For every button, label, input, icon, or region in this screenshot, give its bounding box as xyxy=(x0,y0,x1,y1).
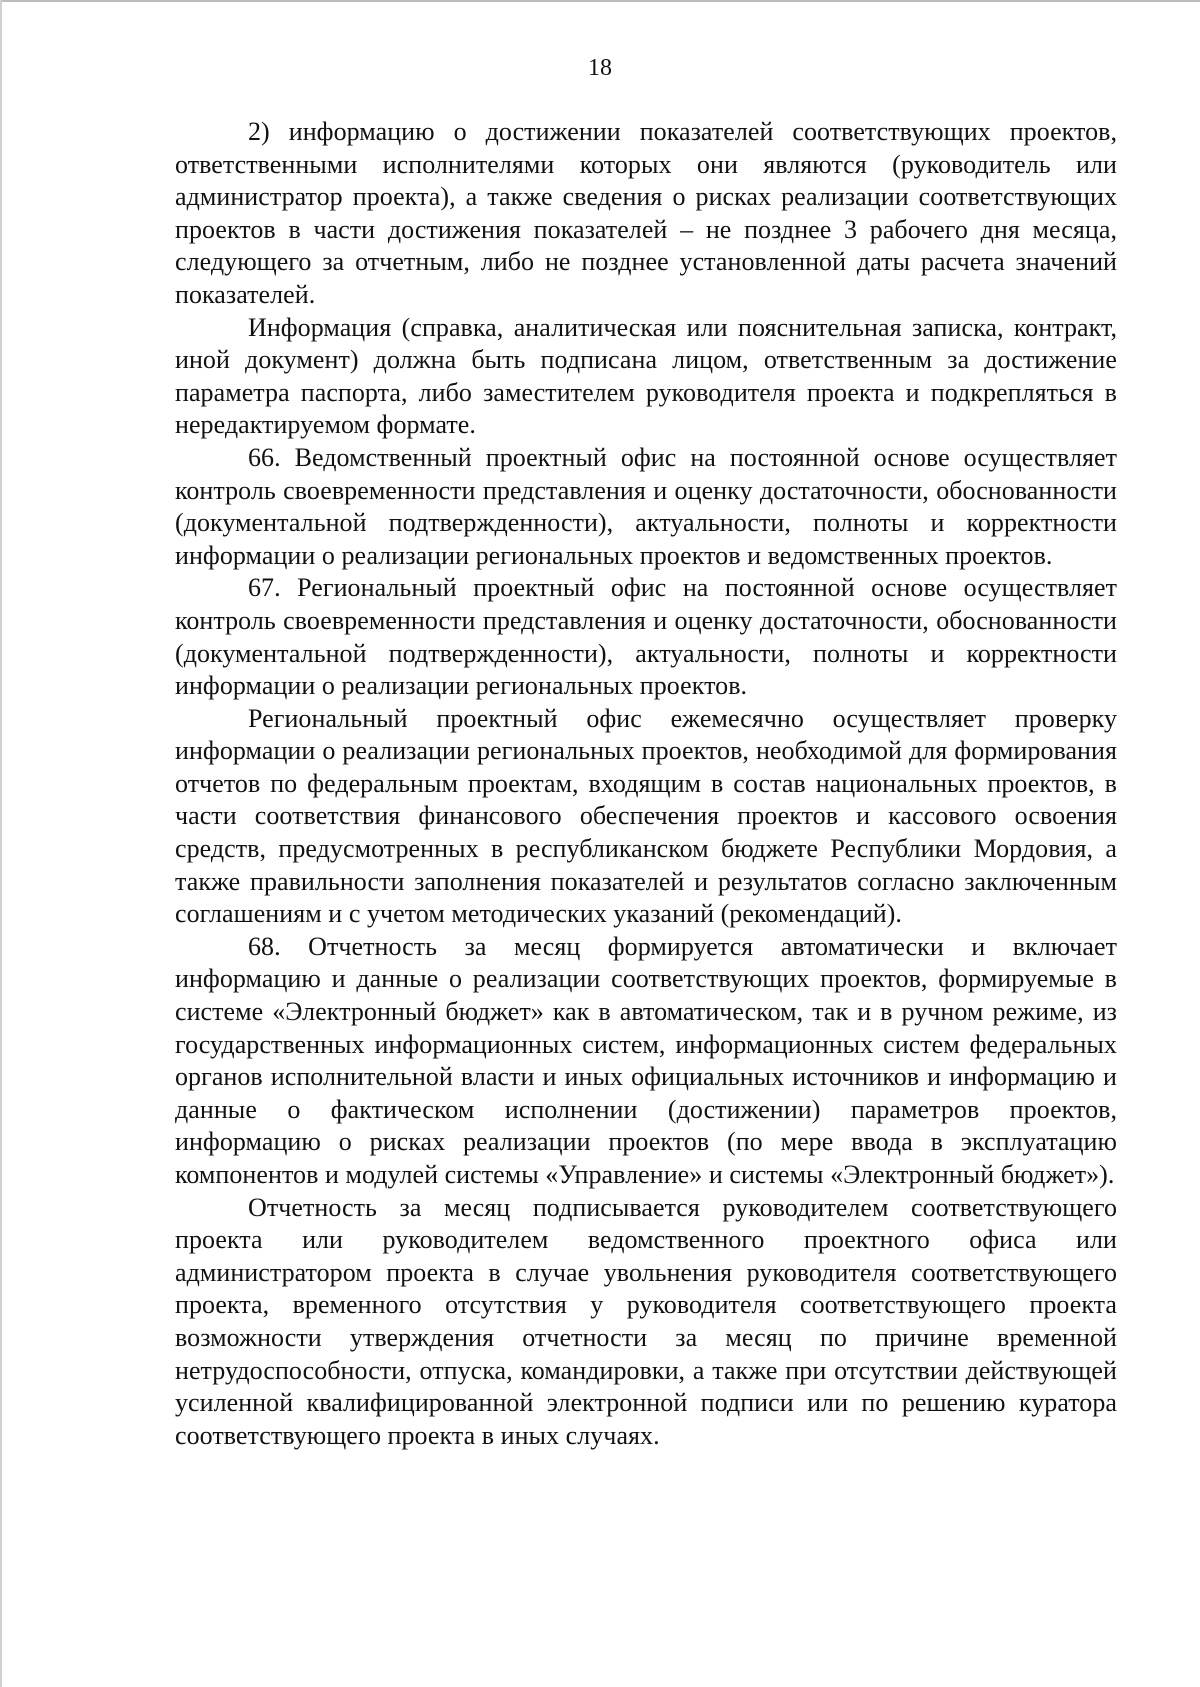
scan-edge-left xyxy=(0,0,2,1687)
paragraph-66-departmental-office: 66. Ведомственный проектный офис на постоянной основе осуществляет контроль своевременности представления и оценку достаточности, обоснованности (документальной подтвержденности), актуальности, полноты и корректности информации о реализации региональных проектов и ведомственных проектов. xyxy=(175,442,1117,570)
paragraph-information-signing: Информация (справка, аналитическая или пояснительная записка, контракт, иной документ) должна быть подписана лицом, ответственным за достижение параметра паспорта, либо заместителем руководителя проекта и подкрепляться в нередактируемом формате. xyxy=(175,312,1117,440)
page-number: 18 xyxy=(588,55,612,81)
paragraph-report-signing: Отчетность за месяц подписывается руководителем соответствующего проекта или руководителем ведомственного проектного офиса или администратором проекта в случае увольнения руководителя соответствующего проекта, временного отсутствия у руководителя соответствующего проекта возможности утверждения отчетности за месяц по причине временной нетрудоспособности, отпуска, командировки, а также при отсутствии действующей усиленной квалифицированной электронной подписи или по решению куратора соответствующего проекта в иных случаях. xyxy=(175,1192,1117,1450)
scan-edge-top xyxy=(0,0,1200,2)
document-body xyxy=(175,116,1117,1452)
paragraph-regional-office-monthly-check: Региональный проектный офис ежемесячно осуществляет проверку информации о реализации региональных проектов, необходимой для формирования отчетов по федеральным проектам, входящим в состав национальных проектов, в части соответствия финансового обеспечения проектов и кассового освоения средств, предусмотренных в республиканском бюджете Республики Мордовия, а также правильности заполнения показателей и результатов согласно заключенным соглашениям и с учетом методических указаний (рекомендаций). xyxy=(175,703,1117,929)
paragraph-68-monthly-reporting: 68. Отчетность за месяц формируется автоматически и включает информацию и данные о реализации соответствующих проектов, формируемые в системе «Электронный бюджет» как в автоматическом, так и в ручном режиме, из государственных информационных систем, информационных систем федеральных органов исполнительной власти и иных официальных источников и информацию и данные о фактическом исполнении (достижении) параметров проектов, информацию о рисках реализации проектов (по мере ввода в эксплуатацию компонентов и модулей системы «Управление» и системы «Электронный бюджет»). xyxy=(175,931,1117,1189)
paragraph-67-regional-office: 67. Региональный проектный офис на постоянной основе осуществляет контроль своевременности представления и оценку достаточности, обоснованности (документальной подтвержденности), актуальности, полноты и корректности информации о реализации региональных проектов. xyxy=(175,573,1117,701)
paragraph-item-2-info-on-indicators: 2) информацию о достижении показателей соответствующих проектов, ответственными исполнителями которых они являются (руководитель или администратор проекта), а также сведения о рисках реализации соответствующих проектов в части достижения показателей – не позднее 3 рабочего дня месяца, следующего за отчетным, либо не позднее установленной даты расчета значений показателей. xyxy=(175,117,1117,309)
